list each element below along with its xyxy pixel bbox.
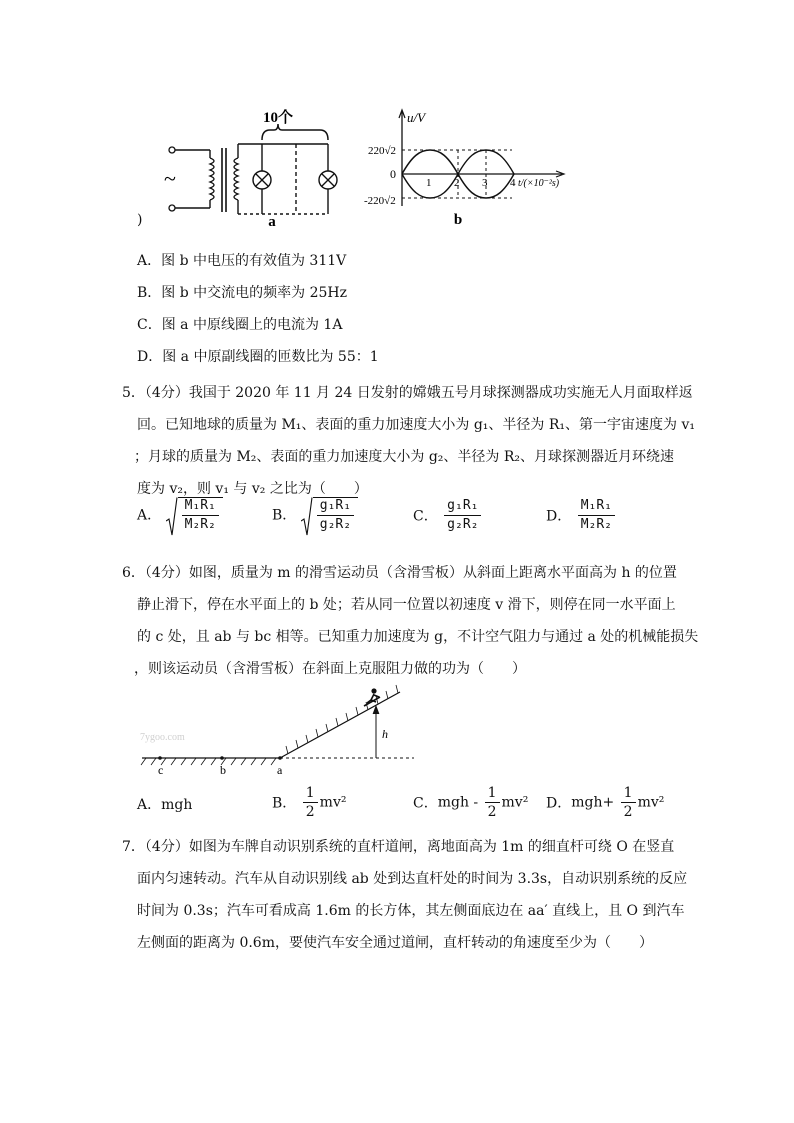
q6-stem-line-2: 静止滑下，停在水平面上的 b 处；若从同一位置以初速度 v 滑下，则停在同一水平面上 bbox=[137, 597, 676, 613]
q4-option-c: C．图 a 中原线圈上的电流为 1A bbox=[137, 317, 343, 333]
q4-option-d: D．图 a 中原副线圈的匝数比为 55：1 bbox=[137, 349, 379, 365]
height-label-h: h bbox=[382, 727, 388, 741]
q7-stem-line-4: 左侧面的距离为 0.6m，要使汽车安全通过道闸，直杆转动的角速度至少为（ ） bbox=[137, 935, 653, 951]
point-c-label: c bbox=[158, 763, 164, 777]
x-axis-label: t/(×10⁻²s) bbox=[518, 178, 560, 189]
q6-option-c: C．mgh - $\frac{1}{2}$ mv² bbox=[413, 785, 529, 820]
ski-slope-figure bbox=[138, 684, 420, 780]
figure-b-label: b bbox=[453, 212, 463, 228]
lamp-icon bbox=[253, 171, 271, 189]
transformer-circuit-figure bbox=[150, 108, 350, 230]
q6-stem-line-1: 6．（4分）如图，质量为 m 的滑雪运动员（含滑雪板）从斜面上距离水平面高为 h 的位置 bbox=[122, 565, 677, 581]
q7-stem-line-3: 时间为 0.3s；汽车可看成高 1.6m 的长方体，其左侧面底边在 aa′ 直线上，且 O 到汽车 bbox=[137, 903, 685, 919]
x-tick-4: 4 bbox=[510, 177, 516, 189]
x-tick-3: 3 bbox=[482, 177, 488, 189]
x-tick-2: 2 bbox=[454, 177, 460, 189]
q5-option-c: C． $\frac{\text{g₁R₁}}{\text{g₂R₂}}$ bbox=[413, 499, 483, 532]
voltage-waveform-figure bbox=[362, 106, 574, 230]
q7-stem-line-2: 面内匀速转动。汽车从自动识别线 ab 处到达直杆处的时间为 3.3s，自动识别系统的反应 bbox=[137, 871, 688, 887]
q5-option-a: A． $\frac{\text{M₁R₁}}{\text{M₂R₂}}$ bbox=[137, 497, 223, 532]
sqrt-expression: $\frac{\text{g₁R₁}}{\text{g₂R₂}}$ bbox=[301, 497, 358, 532]
q4-option-b: B．图 b 中交流电的频率为 25Hz bbox=[137, 285, 348, 301]
q5-stem-line-2: 回。已知地球的质量为 M₁、表面的重力加速度大小为 g₁、半径为 R₁、第一宇宙速度为 v₁ bbox=[137, 417, 695, 433]
q7-stem-line-1: 7．（4分）如图为车牌自动识别系统的直杆道闸，离地面高为 1m 的细直杆可绕 O 在竖直 bbox=[122, 839, 675, 855]
q6-option-b: B． $\frac{1}{2}$ mv² bbox=[272, 785, 347, 820]
figure-watermark: 7ygoo.com bbox=[140, 732, 185, 743]
q5-option-b: B． $\frac{\text{g₁R₁}}{\text{g₂R₂}}$ bbox=[272, 497, 358, 532]
figure-a-label: a bbox=[268, 214, 276, 230]
q5-stem-line-4: 度为 v₂，则 v₁ 与 v₂ 之比为（ ） bbox=[137, 481, 368, 497]
q6-option-d: D．mgh+ $\frac{1}{2}$ mv² bbox=[546, 785, 665, 820]
y-axis-label: u/V bbox=[407, 110, 426, 125]
q6-stem-line-4: ，则该运动员（含滑雪板）在斜面上克服阻力做的功为（ ） bbox=[134, 661, 526, 677]
y-tick-zero: 0 bbox=[390, 167, 396, 181]
q6-stem-line-3: 的 c 处，且 ab 与 bc 相等。已知重力加速度为 g，不计空气阻力与通过 a 处的机械能损失 bbox=[137, 629, 699, 645]
point-a-label: a bbox=[277, 763, 283, 777]
sqrt-expression: $\frac{\text{M₁R₁}}{\text{M₂R₂}}$ bbox=[166, 497, 223, 532]
x-tick-1: 1 bbox=[426, 177, 432, 189]
lamp-icon bbox=[319, 171, 337, 189]
q4-stem-tail: ) bbox=[137, 212, 143, 228]
q4-option-a: A．图 b 中电压的有效值为 311V bbox=[137, 253, 347, 269]
q5-option-d: D． $\frac{\text{M₁R₁}}{\text{M₂R₂}}$ bbox=[546, 499, 617, 532]
lamp-count-label: 10个 bbox=[262, 110, 294, 126]
q6-option-a: A．mgh bbox=[137, 797, 193, 813]
y-tick-max: 220√2 bbox=[368, 145, 397, 157]
q5-stem-line-3: ；月球的质量为 M₂、表面的重力加速度大小为 g₂、半径为 R₂、月球探测器近月环绕速 bbox=[134, 449, 675, 465]
ac-source-symbol: ~ bbox=[164, 166, 176, 191]
point-b-label: b bbox=[220, 763, 226, 777]
q5-stem-line-1: 5．（4分）我国于 2020 年 11 月 24 日发射的嫦娥五号月球探测器成功实施无人月面取样返 bbox=[122, 385, 693, 401]
y-tick-min: -220√2 bbox=[364, 195, 396, 207]
